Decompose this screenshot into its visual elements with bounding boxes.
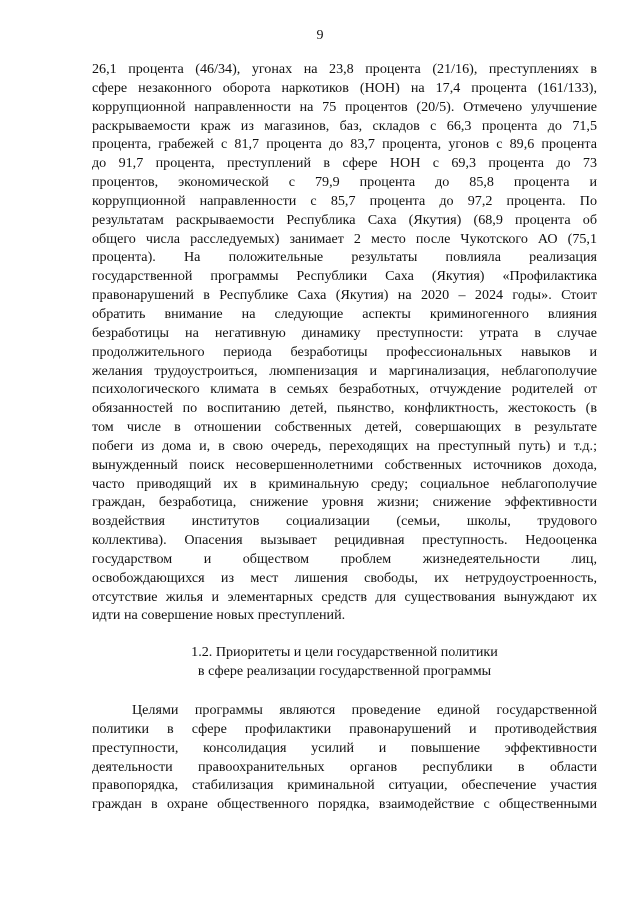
document-body — [92, 60, 597, 814]
text-line: идти на совершение новых преступлений. — [92, 607, 346, 624]
text-line: правопорядка, стабилизация криминальной ситуации, обеспечение участия — [92, 777, 597, 794]
text-line: преступности, консолидация усилий и повышение эффективности — [92, 739, 597, 756]
text-line: процента, грабежей с 81,7 процента до 83,7 процента, угонов с 89,6 процента — [92, 136, 597, 153]
text-line: Целями программы являются проведение единой государственной — [132, 702, 597, 718]
text-line: коррупционной направленности на 75 процентов (20/5). Отмечено улучшение — [92, 98, 597, 115]
text-line: государством и обществом проблем жизнедеятельности лиц, — [92, 550, 597, 567]
text-line: политики в сфере профилактики правонарушений и противодействия — [92, 720, 597, 737]
text-line: до 91,7 процента, преступлений в сфере НОН с 69,3 процента до 73 — [92, 155, 597, 172]
text-line: освобождающихся из мест лишения свободы, их нетрудоустроенность, — [92, 569, 597, 586]
paragraph-program-goals — [92, 701, 597, 814]
text-line: продолжительного периода безработицы профессиональных навыков и — [92, 343, 597, 360]
page-number: 9 — [316, 28, 324, 43]
text-line: безработицы на негативную динамику преступности: утрата в случае — [92, 324, 597, 341]
text-line: процента). На положительные результаты повлияла реализация — [92, 249, 597, 266]
text-line: вынужденный поиск несовершеннолетними собственных источников дохода, — [92, 456, 597, 473]
text-line: коррупционной направленности с 85,7 процента до 97,2 процента. По — [92, 192, 597, 209]
text-line: психологического климата в семьях безработных, отчуждение родителей от — [92, 381, 597, 398]
text-line: деятельности правоохранительных органов республики в области — [92, 758, 597, 775]
text-line: воздействия институтов социализации (семьи, школы, трудового — [92, 513, 597, 530]
text-line: обратить внимание на следующие аспекты криминогенного влияния — [92, 305, 597, 322]
text-line: граждан, безработица, снижение уровня жизни; снижение эффективности — [92, 494, 597, 511]
text-line: результатам раскрываемости Республика Саха (Якутия) (68,9 процента об — [92, 211, 597, 228]
text-line: процентов, экономической с 79,9 процента до 85,8 процента и — [92, 174, 597, 191]
text-line: коллектива). Опасения вызывает рецидивная преступность. Недооценка — [92, 532, 597, 549]
text-line: побеги из дома и, в свою очередь, переходящих на преступный путь) и т.д.; — [92, 437, 597, 454]
text-line: желания трудоустроиться, люмпенизация и маргинализация, неблагополучие — [92, 362, 597, 379]
text-line: обязанностей по воспитанию детей, пьянство, конфликтность, жестокость (в — [92, 400, 597, 417]
text-line: раскрываемости краж из магазинов, баз, складов с 66,3 процента до 71,5 — [92, 117, 597, 134]
paragraph-crime-statistics — [92, 60, 597, 625]
text-line: сфере незаконного оборота наркотиков (НОН) на 17,4 процента (161/133), — [92, 79, 597, 96]
text-line: отсутствие жилья и элементарных средств для существования вынуждают их — [92, 588, 597, 605]
text-line: граждан в охране общественного порядка, взаимодействие с общественными — [92, 796, 597, 813]
text-line: 26,1 процента (46/34), угонах на 23,8 процента (21/16), преступлениях в — [92, 61, 597, 77]
text-line: часто приводящий их в криминальную среду; социальное неблагополучие — [92, 475, 597, 492]
text-line: правонарушений в Республике Саха (Якутия) на 2020 – 2024 годы». Стоит — [92, 287, 597, 304]
section-heading — [92, 643, 597, 681]
text-line: общего числа расследуемых) занимает 2 место после Чукотского АО (75,1 — [92, 230, 597, 247]
text-line: том числе в отношении собственных детей, совершающих в результате — [92, 419, 597, 436]
text-line: 1.2. Приоритеты и цели государственной политики — [191, 644, 498, 661]
text-line: в сфере реализации государственной программы — [197, 663, 492, 680]
text-line: государственной программы Республики Саха (Якутия) «Профилактика — [92, 268, 597, 285]
